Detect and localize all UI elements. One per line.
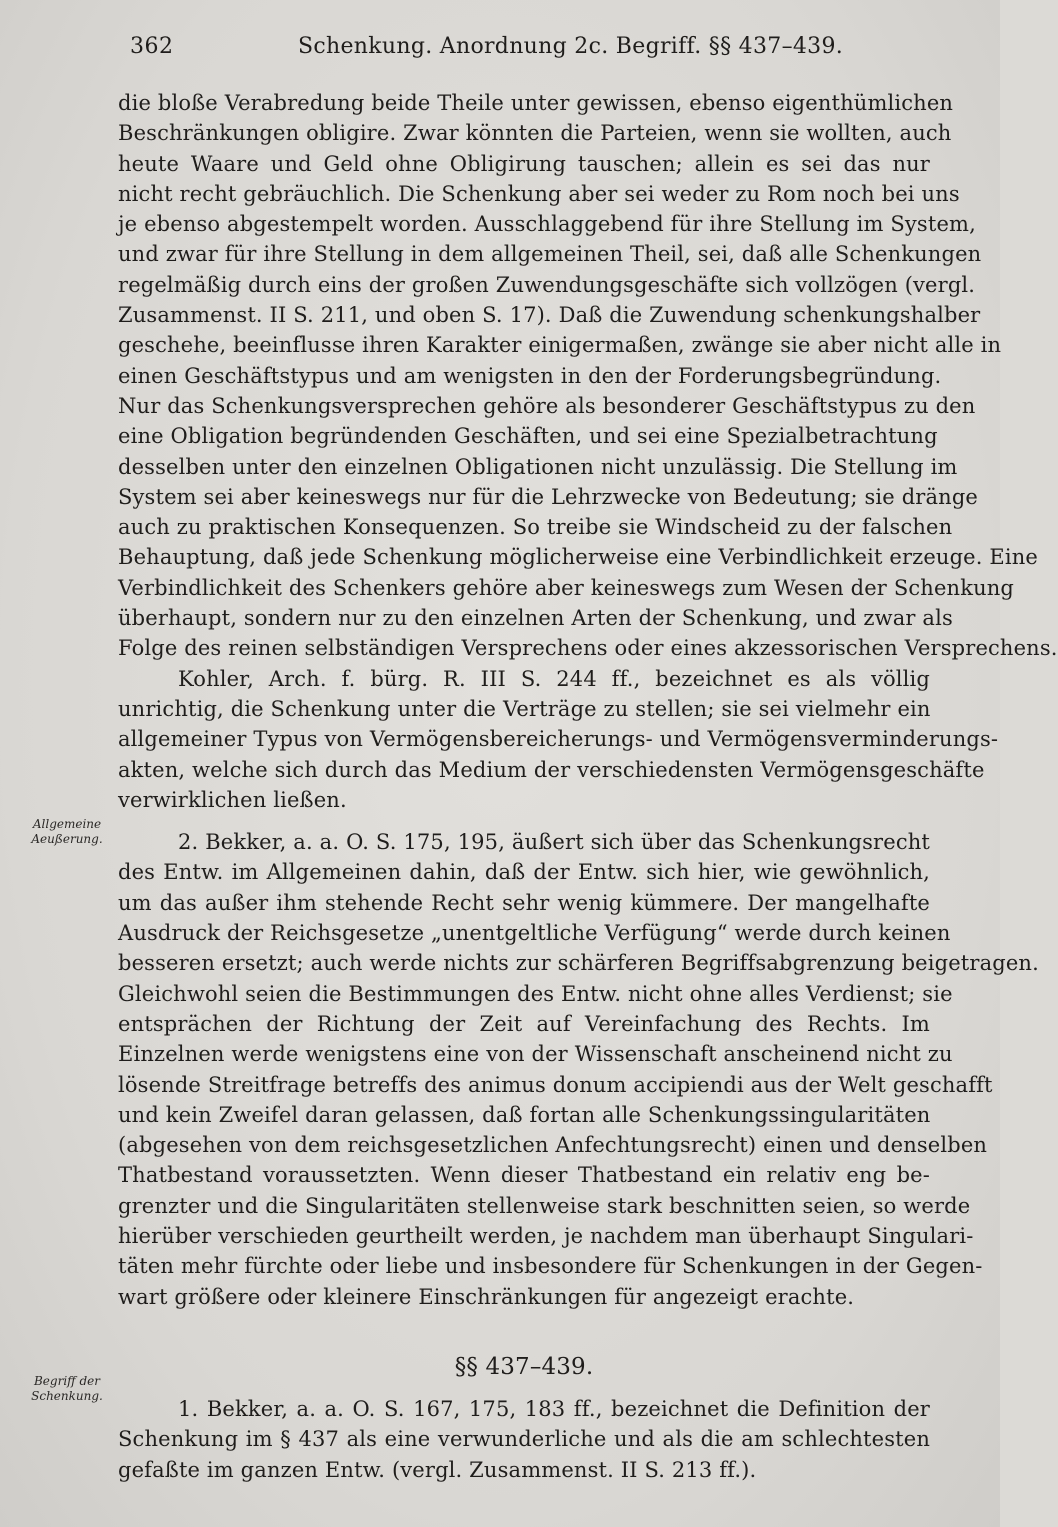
text-line: allgemeiner Typus von Vermögensbereicherungs- und Vermögensverminderungs- xyxy=(118,727,999,752)
text-line: Einzelnen werde wenigstens eine von der Wissenschaft anscheinend nicht zu xyxy=(118,1042,953,1067)
text-line: je ebenso abgestempelt worden. Ausschlaggebend für ihre Stellung im System, xyxy=(118,212,976,237)
section-gap xyxy=(118,1382,930,1394)
text-line: Thatbestand voraussetzten. Wenn dieser Thatbestand ein relativ eng be- xyxy=(118,1163,930,1188)
text-line: heute Waare und Geld ohne Obligirung tauschen; allein es sei das nur xyxy=(118,151,930,176)
text-line: Schenkung im § 437 als eine verwunderliche und als die am schlechtesten xyxy=(118,1427,930,1452)
text-line: besseren ersetzt; auch werde nichts zur schärferen Begriffsabgrenzung beigetragen. xyxy=(118,951,1039,976)
text-line: geschehe, beeinflusse ihren Karakter einigermaßen, zwänge sie aber nicht alle in xyxy=(118,333,1002,358)
text-line: einen Geschäftstypus und am wenigsten in den der Forderungsbegründung. xyxy=(118,363,942,388)
paragraph-gap xyxy=(118,815,930,827)
section-gap xyxy=(118,1312,930,1352)
page-body xyxy=(118,88,1058,1485)
text-line: Ausdruck der Reichsgesetze „unentgeltliche Verfügung“ werde durch keinen xyxy=(118,921,951,946)
margin-note-line: Begriff der xyxy=(33,1374,100,1388)
paragraph-1 xyxy=(118,88,1058,664)
text-line: und zwar für ihre Stellung in dem allgemeinen Theil, sei, daß alle Schenkungen xyxy=(118,242,982,267)
text-line: regelmäßig durch eins der großen Zuwendungsgeschäfte sich vollzögen (vergl. xyxy=(118,272,976,297)
text-line: Nur das Schenkungsversprechen gehöre als besonderer Geschäftstypus zu den xyxy=(118,393,976,418)
paragraph-2 xyxy=(118,664,999,815)
text-line: Folge des reinen selbständigen Versprechens oder eines akzessorischen Versprechens. xyxy=(118,636,1058,661)
margin-note-begriff xyxy=(22,1374,112,1404)
page-header xyxy=(118,30,928,64)
margin-note-line: Schenkung. xyxy=(31,1389,103,1403)
margin-note-allgemeine xyxy=(22,817,112,847)
text-line: grenzter und die Singularitäten stellenweise stark beschnitten seien, so werde xyxy=(118,1193,971,1218)
paragraph-3 xyxy=(118,827,1039,1312)
text-line: überhaupt, sondern nur zu den einzelnen Arten der Schenkung, und zwar als xyxy=(118,606,953,631)
text-line: Beschränkungen obligire. Zwar könnten die Parteien, wenn sie wollten, auch xyxy=(118,121,952,146)
text-line: 2. Bekker, a. a. O. S. 175, 195, äußert sich über das Schenkungsrecht xyxy=(178,830,930,855)
text-line: auch zu praktischen Konsequenzen. So treibe sie Windscheid zu der falschen xyxy=(118,515,953,540)
text-line: Kohler, Arch. f. bürg. R. III S. 244 ff., bezeichnet es als völlig xyxy=(178,666,930,691)
text-line: System sei aber keineswegs nur für die Lehrzwecke von Bedeutung; sie dränge xyxy=(118,484,978,509)
text-line: die bloße Verabredung beide Theile unter gewissen, ebenso eigenthümlichen xyxy=(118,91,954,115)
text-line: lösende Streitfrage betreffs des animus donum accipiendi aus der Welt geschafft xyxy=(118,1072,993,1097)
margin-note-line: Allgemeine xyxy=(32,817,102,831)
page-number: 362 xyxy=(130,34,174,59)
running-title: Schenkung. Anordnung 2c. Begriff. §§ 437–439. xyxy=(298,34,844,59)
section-heading: §§ 437–439. xyxy=(454,1353,594,1380)
margin-note-line: Aeußerung. xyxy=(31,832,103,846)
text-line: und kein Zweifel daran gelassen, daß fortan alle Schenkungssingularitäten xyxy=(118,1102,931,1127)
text-line: Verbindlichkeit des Schenkers gehöre aber keineswegs zum Wesen der Schenkung xyxy=(118,575,1015,600)
paragraph-4 xyxy=(118,1394,930,1485)
text-line: desselben unter den einzelnen Obligationen nicht unzulässig. Die Stellung im xyxy=(118,454,958,479)
text-line: nicht recht gebräuchlich. Die Schenkung aber sei weder zu Rom noch bei uns xyxy=(118,181,960,206)
text-line: unrichtig, die Schenkung unter die Verträge zu stellen; sie sei vielmehr ein xyxy=(118,696,931,721)
text-line: Zusammenst. II S. 211, und oben S. 17). Daß die Zuwendung schenkungshalber xyxy=(118,303,981,328)
text-line: entsprächen der Richtung der Zeit auf Vereinfachung des Rechts. Im xyxy=(118,1011,930,1036)
text-line: hierüber verschieden geurtheilt werden, je nachdem man überhaupt Singulari- xyxy=(118,1223,974,1248)
text-line: eine Obligation begründenden Geschäften, und sei eine Spezialbetrachtung xyxy=(118,424,938,449)
text-line: des Entw. im Allgemeinen dahin, daß der Entw. sich hier, wie gewöhnlich, xyxy=(118,860,930,885)
text-line: Behauptung, daß jede Schenkung möglicherweise eine Verbindlichkeit erzeuge. Eine xyxy=(118,545,1039,570)
text-line: gefaßte im ganzen Entw. (vergl. Zusammenst. II S. 213 ff.). xyxy=(118,1457,757,1482)
text-line: um das außer ihm stehende Recht sehr wenig kümmere. Der mangelhafte xyxy=(118,890,930,915)
text-line: Gleichwohl seien die Bestimmungen des Entw. nicht ohne alles Verdienst; sie xyxy=(118,981,953,1006)
text-line: 1. Bekker, a. a. O. S. 167, 175, 183 ff., bezeichnet die Definition der xyxy=(178,1397,930,1422)
text-line: täten mehr fürchte oder liebe und insbesondere für Schenkungen in der Gegen- xyxy=(118,1254,983,1279)
text-line: akten, welche sich durch das Medium der verschiedensten Vermögensgeschäfte xyxy=(118,757,985,782)
text-line: (abgesehen von dem reichsgesetzlichen Anfechtungsrecht) einen und denselben xyxy=(118,1133,988,1158)
text-line: verwirklichen ließen. xyxy=(118,787,347,812)
text-line: wart größere oder kleinere Einschränkungen für angezeigt erachte. xyxy=(118,1284,855,1309)
